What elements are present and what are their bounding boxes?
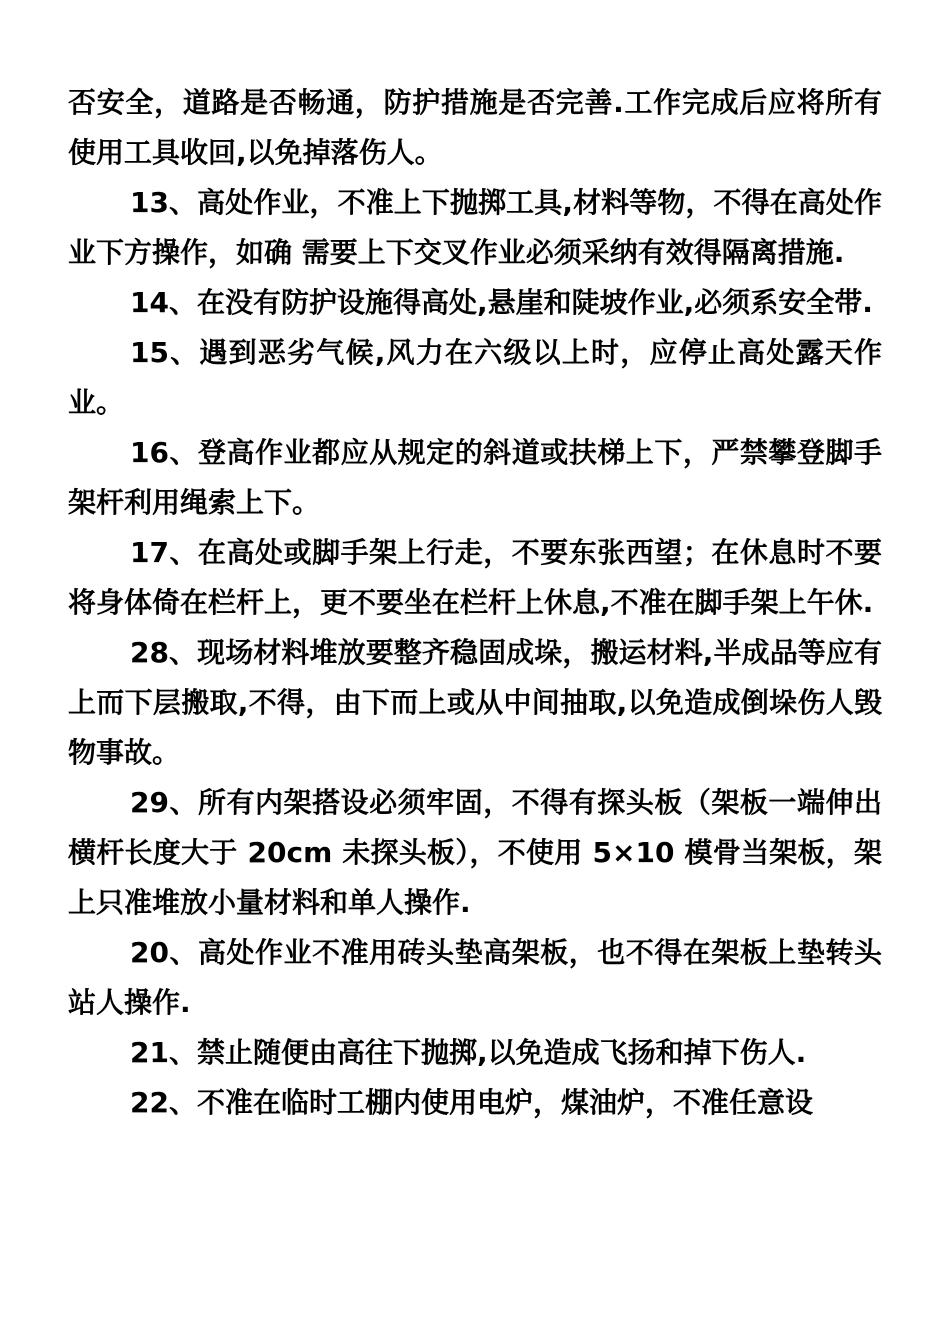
paragraph-continuation: 否安全，道路是否畅通，防护措施是否完善.工作完成后应将所有使用工具收回,以免掉落伤人。 [68, 86, 882, 169]
paragraph-item-22: 22、不准在临时工棚内使用电炉，煤油炉，不准任意设 [130, 1086, 813, 1119]
paragraph-item-16: 16、登高作业都应从规定的斜道或扶梯上下，严禁攀登脚手架杆利用绳索上下。 [68, 436, 882, 519]
document-page [68, 78, 882, 1128]
paragraph-item-14: 14、在没有防护设施得高处,悬崖和陡坡作业,必须系安全带. [130, 286, 873, 319]
paragraph-item-28: 28、现场材料堆放要整齐稳固成垛，搬运材料,半成品等应有上而下层搬取,不得，由下而上或从中间抽取,以免造成倒垛伤人毁物事故。 [68, 636, 882, 769]
paragraph-item-29: 29、所有内架搭设必须牢固，不得有探头板（架板一端伸出横杆长度大于 20cm 未探头板），不使用 5×10 模骨当架板，架上只准堆放小量材料和单人操作. [68, 786, 882, 919]
paragraph-item-15: 15、遇到恶劣气候,风力在六级以上时，应停止高处露天作业。 [68, 336, 882, 419]
paragraph-item-21: 21、禁止随便由高往下抛掷,以免造成飞扬和掉下伤人. [130, 1036, 807, 1069]
paragraph-item-20: 20、高处作业不准用砖头垫高架板，也不得在架板上垫转头站人操作. [68, 936, 882, 1019]
paragraph-item-13: 13、高处作业，不准上下抛掷工具,材料等物，不得在高处作业下方操作，如确 需要上下交叉作业必须采纳有效得隔离措施. [68, 186, 882, 269]
paragraph-item-17: 17、在高处或脚手架上行走，不要东张西望；在休息时不要将身体倚在栏杆上，更不要坐在栏杆上休息,不准在脚手架上午休. [68, 536, 882, 619]
